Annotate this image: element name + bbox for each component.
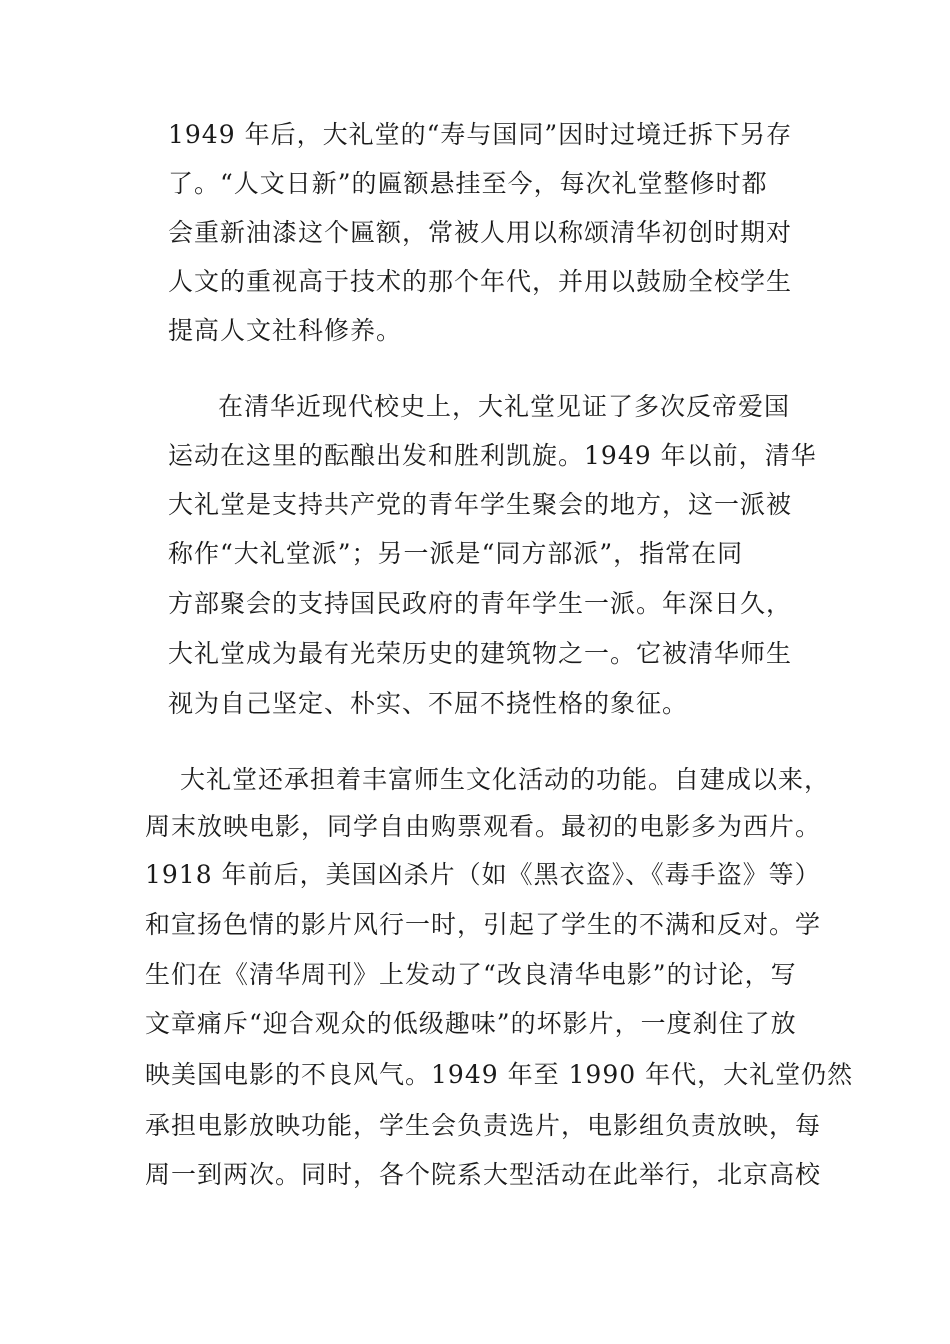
paragraph-line: 周一到两次。同时，各个院系大型活动在此举行，北京高校 <box>145 1160 822 1189</box>
paragraph-line: 在清华近现代校史上，大礼堂见证了多次反帝爱国 <box>218 392 791 421</box>
paragraph-line: 映美国电影的不良风气。1949 年至 1990 年代，大礼堂仍然 <box>145 1060 854 1089</box>
paragraph-line: 视为自己坚定、朴实、不屈不挠性格的象征。 <box>168 689 689 718</box>
paragraph-line: 生们在《清华周刊》上发动了“改良清华电影”的讨论，写 <box>145 960 797 989</box>
paragraph-line: 了。“人文日新”的匾额悬挂至今，每次礼堂整修时都 <box>168 169 768 198</box>
paragraph-line: 周末放映电影，同学自由购票观看。最初的电影多为西片。 <box>145 812 822 841</box>
paragraph-line: 称作“大礼堂派”；另一派是“同方部派”，指常在同 <box>168 539 744 568</box>
paragraph-line: 大礼堂成为最有光荣历史的建筑物之一。它被清华师生 <box>168 639 793 668</box>
paragraph-line: 人文的重视高于技术的那个年代，并用以鼓励全校学生 <box>168 267 793 296</box>
paragraph-line: 大礼堂是支持共产党的青年学生聚会的地方，这一派被 <box>168 490 793 519</box>
paragraph-line: 文章痛斥“迎合观众的低级趣味”的坏影片，一度刹住了放 <box>145 1009 797 1038</box>
paragraph-line: 会重新油漆这个匾额，常被人用以称颂清华初创时期对 <box>168 218 793 247</box>
paragraph-line: 承担电影放映功能，学生会负责选片，电影组负责放映，每 <box>145 1111 822 1140</box>
paragraph-line: 运动在这里的酝酿出发和胜利凯旋。1949 年以前，清华 <box>168 441 817 470</box>
paragraph-line: 1918 年前后，美国凶杀片（如《黑衣盗》、《毒手盗》等） <box>145 860 821 889</box>
paragraph-line: 和宣扬色情的影片风行一时，引起了学生的不满和反对。学 <box>145 910 822 939</box>
paragraph-line: 提高人文社科修养。 <box>168 316 403 345</box>
paragraph-line: 1949 年后，大礼堂的“寿与国同”因时过境迁拆下另存 <box>168 120 793 149</box>
paragraph-line: 方部聚会的支持国民政府的青年学生一派。年深日久， <box>168 589 793 618</box>
paragraph-line: 大礼堂还承担着丰富师生文化活动的功能。自建成以来， <box>180 765 831 794</box>
